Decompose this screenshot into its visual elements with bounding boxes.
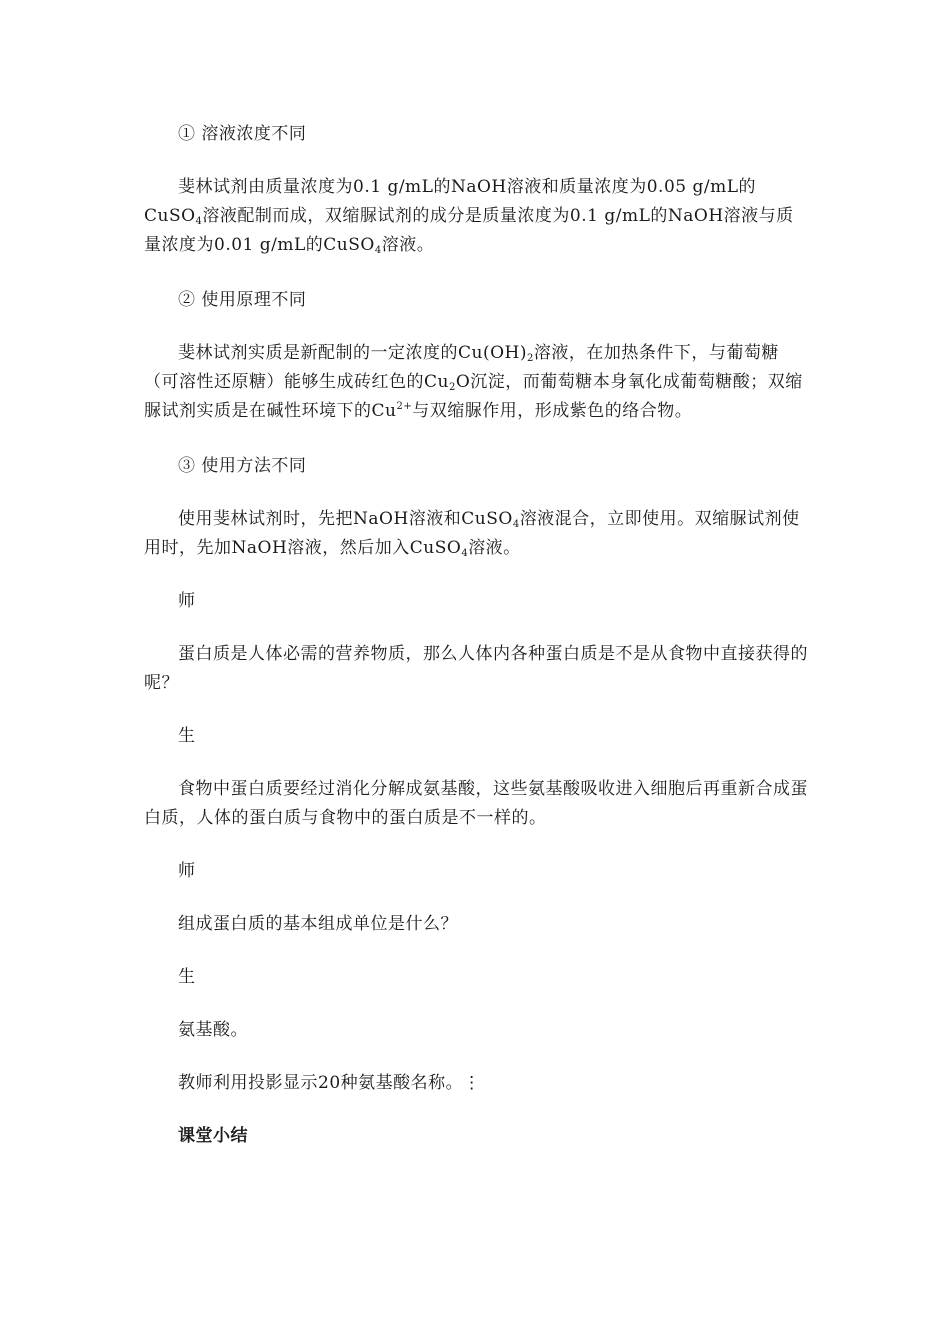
section-heading-summary: 课堂小结	[178, 1126, 248, 1146]
heading-usage-method: ③ 使用方法不同	[178, 456, 307, 476]
text-run: 溶液混合，立即使用。双缩脲试剂使用时，先加NaOH溶液，然后加入CuSO	[144, 509, 800, 558]
text-run: 溶液。	[468, 538, 521, 558]
subscript: 2	[448, 382, 456, 393]
subscript: 4	[512, 519, 520, 530]
subscript: 4	[461, 548, 469, 559]
paragraph-concentration	[144, 173, 808, 260]
subscript: 4	[195, 216, 203, 227]
speaker-teacher: 师	[178, 861, 196, 881]
text-run: 与双缩脲作用，形成紫色的络合物。	[412, 401, 693, 421]
speaker-student: 生	[178, 726, 196, 746]
teacher-note: 教师利用投影显示20种氨基酸名称。⋮	[178, 1073, 481, 1093]
heading-solution-concentration: ① 溶液浓度不同	[178, 124, 307, 144]
subscript: 4	[374, 245, 382, 256]
speaker-student: 生	[178, 967, 196, 987]
text-run: 斐林试剂实质是新配制的一定浓度的Cu(OH)	[178, 343, 527, 363]
teacher-question: 组成蛋白质的基本组成单位是什么？	[178, 914, 458, 934]
subscript: 2	[526, 353, 534, 364]
text-run: 溶液配制而成，双缩脲试剂的成分是质量浓度为0.1 g/mL的NaOH溶液与质量浓度为0.01 g/mL的CuSO	[144, 206, 794, 255]
text-run: O沉淀，而葡萄糖本身氧化成葡萄糖酸；双缩脲试剂实质是在碱性环境下的Cu	[144, 372, 803, 421]
text-run: 使用斐林试剂时，先把NaOH溶液和CuSO	[178, 509, 513, 529]
text-run: 斐林试剂由质量浓度为0.1 g/mL的NaOH溶液和质量浓度为0.05 g/mL的CuSO	[144, 177, 757, 226]
teacher-question: 蛋白质是人体必需的营养物质，那么人体内各种蛋白质是不是从食物中直接获得的呢？	[144, 644, 808, 693]
student-answer: 氨基酸。	[178, 1020, 248, 1040]
heading-usage-principle: ② 使用原理不同	[178, 290, 307, 310]
paragraph-method	[144, 505, 808, 563]
superscript: 2+	[396, 401, 413, 412]
text-run: 溶液，在加热条件下，与葡萄糖（可溶性还原糖）能够生成砖红色的Cu	[144, 343, 779, 392]
paragraph-principle	[144, 339, 808, 426]
student-answer: 食物中蛋白质要经过消化分解成氨基酸，这些氨基酸吸收进入细胞后再重新合成蛋白质，人体的蛋白质与食物中的蛋白质是不一样的。	[144, 779, 808, 828]
speaker-teacher: 师	[178, 591, 196, 611]
text-run: 溶液。	[381, 235, 435, 255]
